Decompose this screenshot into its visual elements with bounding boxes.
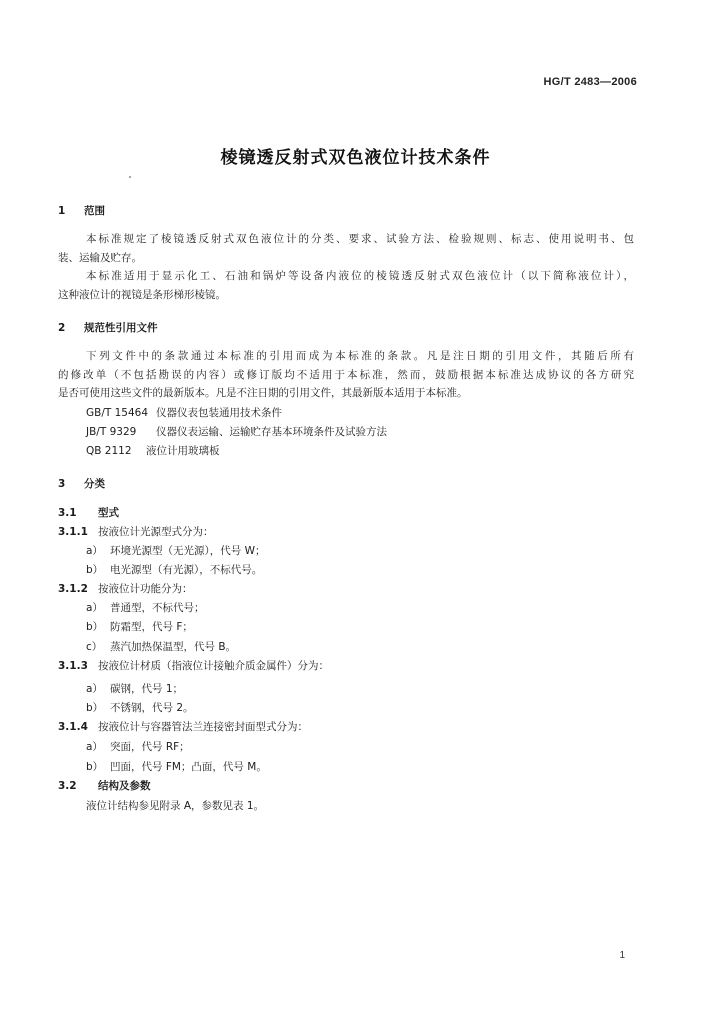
- subsection-3-1-heading: [58, 506, 119, 520]
- section-1-p1-line2: 装、运输及贮存。: [58, 252, 142, 264]
- list-item: a） 突面，代号 RF；: [86, 741, 190, 753]
- list-item: b） 不锈钢，代号 2。: [86, 702, 194, 714]
- reference-title: 液位计用玻璃板: [146, 445, 220, 457]
- subsection-3-1-title: 型式: [98, 507, 119, 519]
- page-number: 1: [619, 950, 625, 961]
- subsection-3-2-heading: [58, 779, 151, 793]
- scan-speck: [129, 176, 131, 178]
- section-1-p2-line1: 本标准适用于显示化工、石油和锅炉等设备内液位的棱镜透反射式双色液位计（以下简称液位计），: [86, 270, 634, 282]
- section-3-title: 分类: [84, 478, 105, 490]
- clause-3-1-3: [58, 659, 329, 673]
- clause-3-1-4-text: 按液位计与容器管法兰连接密封面型式分为：: [98, 721, 308, 733]
- section-3-heading: [58, 477, 105, 491]
- list-item: c） 蒸汽加热保温型，代号 B。: [86, 641, 237, 653]
- reference-code: QB 2112: [86, 445, 132, 457]
- list-item: a） 普通型，不标代号；: [86, 602, 205, 614]
- standard-code: HG/T 2483—2006: [543, 76, 637, 88]
- reference-code: JB/T 9329: [86, 426, 137, 438]
- reference-title: 仪器仪表包装通用技术条件: [156, 407, 282, 419]
- clause-3-1-3-text: 按液位计材质（指液位计接触介质金属件）分为：: [98, 660, 329, 672]
- clause-3-1-4-number: 3.1.4: [58, 721, 88, 733]
- section-1-number: 1: [58, 205, 66, 217]
- subsection-3-2-text: 液位计结构参见附录 A，参数见表 1。: [86, 800, 265, 812]
- section-1-p1-line1: 本标准规定了棱镜透反射式双色液位计的分类、要求、试验方法、检验规则、标志、使用说明书、包: [86, 233, 634, 245]
- section-1-heading: [58, 204, 105, 218]
- section-1-title: 范围: [84, 205, 105, 217]
- list-item: b） 电光源型（有光源），不标代号。: [86, 564, 263, 576]
- clause-3-1-3-number: 3.1.3: [58, 660, 88, 672]
- subsection-3-2-number: 3.2: [58, 780, 77, 792]
- list-item: b） 凹面，代号 FM；凸面，代号 M。: [86, 761, 267, 773]
- reference-code: GB/T 15464: [86, 407, 149, 419]
- reference-item: [86, 406, 282, 420]
- section-3-number: 3: [58, 478, 66, 490]
- clause-3-1-1-number: 3.1.1: [58, 526, 88, 538]
- clause-3-1-2: [58, 582, 193, 596]
- list-item: a） 环境光源型（无光源），代号 W；: [86, 545, 266, 557]
- list-item: b） 防霜型，代号 F；: [86, 621, 193, 633]
- section-2-p1-line1: 下列文件中的条款通过本标准的引用而成为本标准的条款。凡是注日期的引用文件，其随后所有: [86, 350, 634, 362]
- section-2-title: 规范性引用文件: [84, 322, 158, 334]
- list-item: a） 碳钢，代号 1；: [86, 683, 184, 695]
- section-2-p1-line3: 是否可使用这些文件的最新版本。凡是不注日期的引用文件，其最新版本适用于本标准。: [58, 387, 468, 399]
- reference-title: 仪器仪表运输、运输贮存基本环境条件及试验方法: [156, 426, 387, 438]
- reference-item: [86, 425, 387, 439]
- clause-3-1-2-text: 按液位计功能分为：: [98, 583, 193, 595]
- clause-3-1-4: [58, 720, 308, 734]
- subsection-3-1-number: 3.1: [58, 507, 77, 519]
- reference-item: [86, 444, 220, 458]
- document-title: 棱镜透反射式双色液位计技术条件: [220, 148, 491, 168]
- clause-3-1-1: [58, 525, 214, 539]
- clause-3-1-2-number: 3.1.2: [58, 583, 88, 595]
- section-1-p2-line2: 这种液位计的视镜是条形梯形棱镜。: [58, 289, 226, 301]
- section-2-p1-line2: 的修改单（不包括勘误的内容）或修订版均不适用于本标准，然而，鼓励根据本标准达成协议的各方研究: [58, 369, 634, 381]
- subsection-3-2-title: 结构及参数: [98, 780, 151, 792]
- clause-3-1-1-text: 按液位计光源型式分为：: [98, 526, 214, 538]
- section-2-number: 2: [58, 322, 66, 334]
- section-2-heading: [58, 321, 158, 335]
